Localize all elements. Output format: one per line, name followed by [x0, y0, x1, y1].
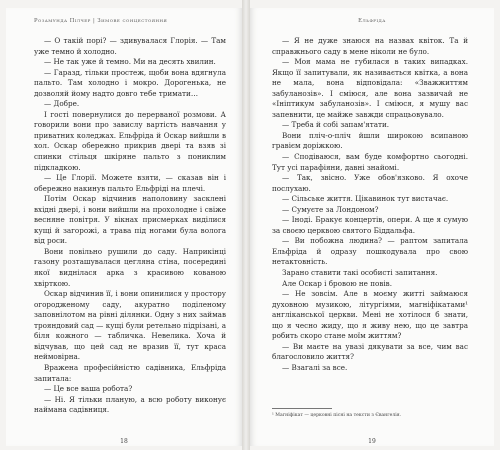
paragraph: — Ви побожна людина? — раптом запитала Ельфріда й одразу пошкодувала про свою нетактовність.: [272, 236, 468, 267]
paragraph: Зарано ставити такі особисті запитання.: [282, 268, 438, 278]
paragraph: — Не зовсім. Але в моєму житті займаюся духовною музикою, літургіями, магніфікатами¹ англіканської церкви. Мені не хотілося б знати, що я чесно жиду, що я живу нею, що це завтра робить скоро стане моїм життям?: [272, 289, 468, 341]
paragraph: — Я не дуже знаюся на назвах квіток. Та й справжнього саду в мене ніколи не було.: [272, 36, 468, 56]
paragraph: Потім Оскар відчинив наполовину засклені вхідні двері, і вони вийшли на прохолодне і свіже весняне повітря. У вікнах присмерках виділися кущі й загорожі, а трава під ногами була волога від роси.: [34, 194, 226, 246]
paragraph: — Це Глорії. Можете взяти, — сказав він і обережно накинув пальто Ельфріді на плечі.: [34, 173, 226, 193]
paragraph: Вони повільно рушили до саду. Наприкінці газону розташувалася цегляна стіна, посередині якої виднілася арка з красивою кованою хвірткою.: [34, 246, 226, 288]
paragraph: Вражена професійністю садівника, Ельфріда запитала:: [34, 362, 226, 383]
footnote-rule: [272, 408, 332, 409]
paragraph: — Сподіваюся, вам буде комфортно сьогодні. Тут усі парафіяни, давні знайомі.: [272, 152, 468, 172]
paragraph: Оскар відчинив її, і вони опинилися у простору огородженому саду, акуратно поділеному заповнілотом на рівні ділянки. Одну з них займав трояндовий сад — кущі були ретельно підрізані, а біля кожного — табличка. Невелика. Хоча й відчував, що цей сад не вразив її, тут краса неймовірна.: [34, 289, 226, 362]
book-gutter: [242, 0, 250, 450]
paragraph: Але Оскар і бровою не повів.: [282, 278, 393, 288]
paragraph: — Взагалі за все.: [282, 362, 348, 372]
paragraph: — Так, звісно. Уже обов'язково. Я охоче послухаю.: [272, 173, 468, 193]
page-number-right: 19: [368, 438, 376, 445]
paragraph: — Це все ваша робота?: [44, 384, 133, 394]
paragraph: — Сумуєте за Лондоном?: [282, 204, 379, 214]
left-page: [6, 8, 242, 446]
left-page-body: [34, 36, 226, 416]
paragraph: — Ні. Я тільки планую, а всю роботу виконує наймана садівниця.: [34, 394, 226, 415]
paragraph: — О такій порі? — здивувалася Глорія. — Там уже темно й холодно.: [34, 36, 226, 56]
paragraph: — Гаразд, тільки простеж, щоби вона вдягнула пальто. Там холодно і мокро. Дорогенька, не дозволяй йому надто довго тебе тримати…: [34, 67, 226, 98]
paragraph: І гості повернулися до перерваної розмови. А говорили вони про завислу вартість навчання у приватних коледжах. Ельфріда й Оскар вийшли в хол. Оскар обережно прикрив двері та взяв зі спинки стільця шкіряне пальто з пониклим підкладкою.: [34, 109, 226, 172]
paragraph: — Моя мама не губилася в таких випадках. Якщо її запитували, як називається квітка, а вона не мала, вона відповідала: «Зважжиттям забуланозів». І сміюся, але вона зазвичай не «Ініптикум забуланозів». І сміюся, я мушу вас запевнити, це майже завжди спрацьовувало.: [272, 57, 468, 119]
paragraph: — Ви маєте на увазі дякувати за все, чим вас благословило життя?: [272, 341, 468, 362]
running-head-left: Розамунда Пілчер | Зимове сонцестояння: [34, 18, 168, 24]
paragraph: Вони пліч-о-пліч йшли широкою всипаною гравієм доріжкою.: [272, 130, 468, 151]
paragraph: — Треба й собі запам'ятати.: [282, 120, 390, 130]
running-head-right: Ельфріда: [358, 18, 386, 24]
paragraph: — Іноді. Бракує концертів, опери. А ще я сумую за своєю церквою святого Біддальфа.: [272, 215, 468, 235]
paragraph: — Добре.: [44, 99, 80, 109]
footnote: ¹ Магніфікат — церковні пісні на тексти з Євангелія.: [272, 413, 402, 418]
paragraph: — Сільське життя. Цікавинок тут вистачає.: [282, 194, 449, 204]
right-page-body: [272, 36, 468, 374]
right-page: [250, 8, 494, 446]
paragraph: — Не так уже й темно. Ми на десять хвилин.: [44, 57, 216, 67]
page-number-left: 18: [120, 438, 128, 445]
